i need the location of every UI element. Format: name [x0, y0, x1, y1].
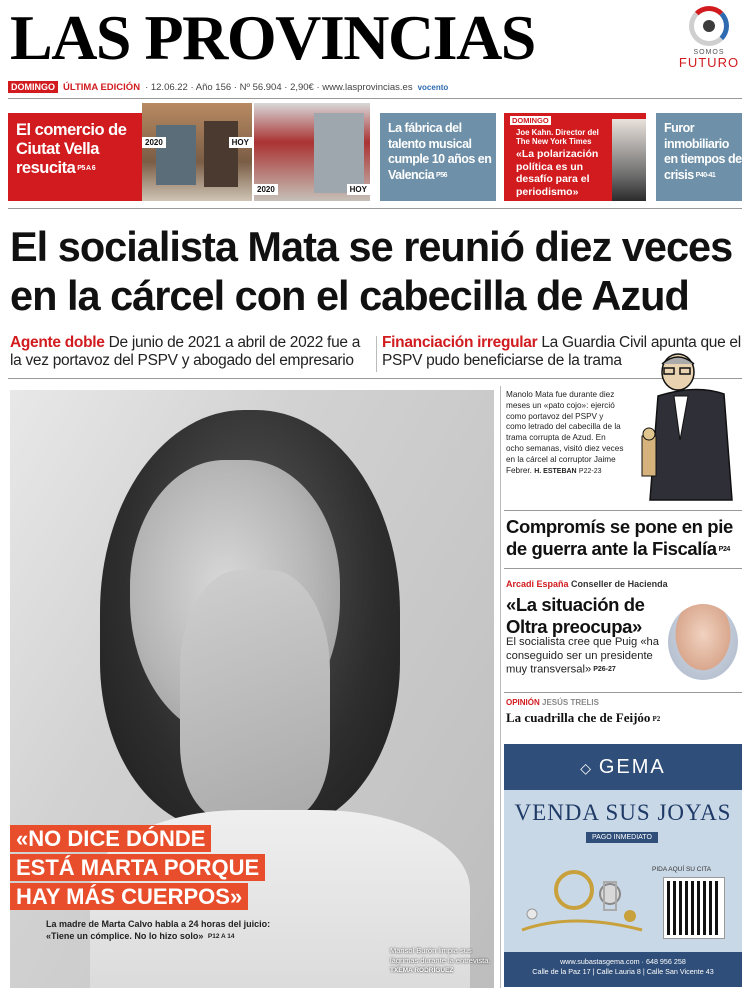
teaser-domingo-quote: «La polarización política es un desafío para el periodismo» [516, 148, 599, 198]
teaser-furor[interactable] [656, 113, 742, 201]
teaser-domingo-kicker: DOMINGO [512, 116, 549, 125]
arcadi-name: Arcadi España [506, 579, 569, 589]
photo-label-1: 2020 [142, 137, 166, 148]
arcadi-kicker [506, 579, 742, 589]
info-bar [8, 80, 448, 94]
portrait-arcadi-espana [668, 604, 738, 680]
logo-ring-icon [689, 6, 729, 46]
logo-line2: FUTURO [678, 55, 740, 70]
teaser-domingo[interactable] [504, 113, 646, 201]
ad-web: www.subastasgema.com · 648 956 258 [560, 957, 686, 966]
cartoon-credit: H. ESTEBAN [534, 467, 577, 475]
divider [8, 98, 742, 99]
opinion-kicker [506, 698, 599, 707]
teaser-comercio-page: P5 A 6 [77, 165, 96, 173]
teaser-comercio-text: El comercio de Ciutat Vella resucita [16, 121, 127, 177]
divider [376, 336, 377, 372]
arcadi-text: El socialista cree que Puig «ha conseguido ser un presidente muy transversal» P26-27 [506, 636, 659, 676]
jewelry-image [512, 864, 652, 944]
edition-label: ÚLTIMA EDICIÓN [63, 81, 141, 93]
teaser-fabrica-text: La fábrica del talento musical cumple 10 años en Valencia [388, 121, 492, 182]
diamond-icon: ◇ [580, 760, 599, 776]
teaser-domingo-author: Joe Kahn. Director del The New York Times [516, 128, 599, 146]
divider [504, 568, 742, 569]
subhead-right-label: Financiación irregular [382, 334, 538, 351]
portrait-joe-kahn [612, 119, 646, 201]
teaser-fabrica-page: P56 [436, 171, 448, 179]
photo-storefront-before [142, 103, 252, 201]
opinion-title[interactable]: La cuadrilla che de Feijóo P2 [506, 710, 661, 725]
subhead-right-text: La Guardia Civil apunta que el PSPV pudo beneficiarse de la trama [382, 334, 741, 369]
arcadi-page: P26-27 [593, 666, 616, 673]
main-photo-caption: La madre de Marta Calvo habla a 24 horas del juicio: «Tiene un cómplice. No lo hizo solo» P12 A 14 [46, 919, 271, 941]
compromis-page: P24 [718, 546, 730, 554]
main-photo-quote[interactable]: «NO DICE DÓNDE ESTÁ MARTA PORQUE HAY MÁS CUERPOS» [10, 824, 270, 911]
subhead-left [10, 334, 370, 370]
ad-footer [504, 952, 742, 987]
gema-advertisement[interactable] [504, 744, 742, 987]
photo-storefront-after [254, 103, 370, 201]
teaser-comercio[interactable] [8, 113, 142, 201]
arcadi-quote[interactable]: «La situación de Oltra preocupa» [506, 594, 645, 637]
compromis-headline[interactable]: Compromís se pone en pie de guerra ante la Fiscalía P24 [506, 516, 733, 559]
ad-brand: GEMA [598, 756, 666, 778]
ad-brand-bar [504, 744, 742, 790]
divider [504, 692, 742, 693]
day-badge: DOMINGO [8, 81, 58, 93]
teaser-furor-text: Furor inmobiliario en tiempos de crisis [664, 121, 742, 182]
arcadi-role: Conseller de Hacienda [571, 579, 668, 589]
main-headline[interactable]: El socialista Mata se reunió diez veces en la cárcel con el cabecilla de Azud [10, 223, 733, 319]
teaser-furor-page: P40-41 [695, 171, 716, 179]
ad-badge: PAGO INMEDIATO [586, 832, 658, 843]
opinion-label: OPINIÓN [506, 698, 540, 707]
teaser-fabrica[interactable] [380, 113, 496, 201]
photo-caption: Marisol Burón limpia sus lágrimas durante la entrevista. TXEMA RODRÍGUEZ [390, 946, 491, 974]
subhead-left-text: De junio de 2021 a abril de 2022 fue a la vez portavoz del PSPV y abogado del empresario [10, 334, 361, 369]
divider [504, 510, 742, 511]
photo-label-2: HOY [229, 137, 252, 148]
somos-futuro-logo [676, 6, 742, 76]
divider [8, 208, 742, 209]
ad-headline: VENDA SUS JOYAS [514, 800, 732, 825]
cartoon-illustration [636, 350, 740, 506]
column-divider [500, 386, 501, 988]
vocento-logo: vocento [417, 82, 449, 92]
main-photo-page: P12 A 14 [207, 932, 235, 940]
opinion-page: P2 [652, 715, 661, 724]
photo-credit: TXEMA RODRÍGUEZ [390, 967, 454, 974]
qr-code[interactable] [664, 878, 724, 938]
ad-address: Calle de la Paz 17 | Calle Lauria 8 | Calle San Vicente 43 [532, 967, 714, 976]
subhead-left-label: Agente doble [10, 334, 105, 351]
ad-cta: PIDA AQUÍ SU CITA [652, 866, 712, 873]
cartoon-caption: Manolo Mata fue durante diez meses un «pato cojo»: ejerció como portavoz del PSPV y como letrado del cabecilla de la trama corrupta de Azud. En ocho semanas, visitó diez veces en la cárcel al corruptor Jaime Febrer. H. ESTEBAN P22-23 [506, 390, 624, 475]
opinion-author: JESÚS TRELIS [542, 698, 599, 707]
cartoon-page: P22-23 [578, 467, 602, 475]
logo-line1: SOMOS [693, 49, 725, 56]
issue-details: · 12.06.22 · Año 156 · Nº 56.904 · 2,90€ · www.lasprovincias.es [145, 81, 413, 93]
divider [8, 378, 742, 379]
photo-label-4: HOY [347, 184, 370, 195]
photo-label-3: 2020 [254, 184, 278, 195]
masthead-title: LAS PROVINCIAS [10, 2, 535, 73]
